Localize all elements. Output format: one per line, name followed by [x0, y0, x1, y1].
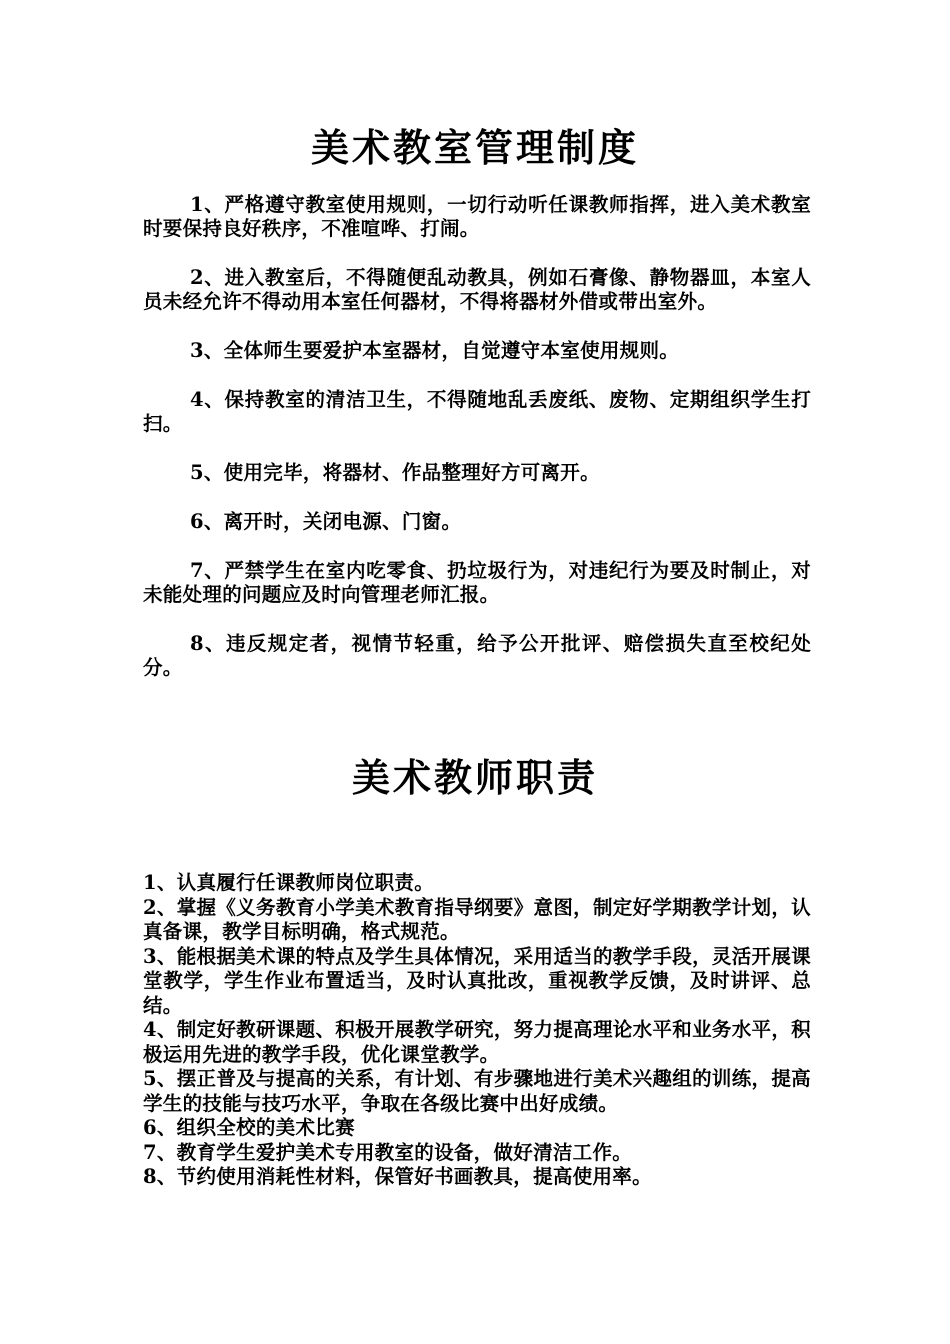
- duties-title: 美术教师职责: [351, 755, 598, 800]
- duty-item: 4、制定好教研课题、积极开展教学研究，努力提高理论水平和业务水平，积极运用先进的教学手段，优化课堂教学。: [143, 1018, 811, 1066]
- rules-list: [143, 193, 811, 705]
- rule-item: 2、进入教室后，不得随便乱动教具，例如石膏像、静物器皿，本室人员未经允许不得动用本室任何器材，不得将器材外借或带出室外。: [143, 266, 811, 313]
- rule-item: 3、全体师生要爱护本室器材，自觉遵守本室使用规则。: [190, 339, 680, 362]
- rule-item: 6、离开时，关闭电源、门窗。: [190, 510, 462, 533]
- rule-item: 1、严格遵守教室使用规则，一切行动听任课教师指挥，进入美术教室时要保持良好秩序，不准喧哗、打闹。: [143, 193, 811, 240]
- rules-title: 美术教室管理制度: [310, 125, 639, 170]
- rule-item: 4、保持教室的清洁卫生，不得随地乱丢废纸、废物、定期组织学生打扫。: [143, 388, 811, 435]
- duty-item: 1、认真履行任课教师岗位职责。: [143, 871, 435, 894]
- duties-list: [143, 871, 811, 1190]
- duty-item: 6、组织全校的美术比赛: [143, 1116, 355, 1139]
- rule-item: 7、严禁学生在室内吃零食、扔垃圾行为，对违纪行为要及时制止，对未能处理的问题应及时向管理老师汇报。: [143, 559, 811, 606]
- rule-item: 8、违反规定者，视情节轻重，给予公开批评、赔偿损失直至校纪处分。: [143, 632, 811, 679]
- duty-item: 8、节约使用消耗性材料，保管好书画教具，提高使用率。: [143, 1165, 652, 1188]
- rule-item: 5、使用完毕，将器材、作品整理好方可离开。: [190, 461, 600, 484]
- duty-item: 7、教育学生爱护美术专用教室的设备，做好清洁工作。: [143, 1140, 633, 1164]
- duty-item: 3、能根据美术课的特点及学生具体情况，采用适当的教学手段，灵活开展课堂教学，学生作业布置适当，及时认真批改，重视教学反馈，及时讲评、总结。: [143, 944, 811, 1017]
- duty-item: 2、掌握《义务教育小学美术教育指导纲要》意图，制定好学期教学计划，认真备课，教学目标明确，格式规范。: [143, 895, 811, 943]
- duty-item: 5、摆正普及与提高的关系，有计划、有步骤地进行美术兴趣组的训练，提高学生的技能与技巧水平，争取在各级比赛中出好成绩。: [143, 1067, 811, 1115]
